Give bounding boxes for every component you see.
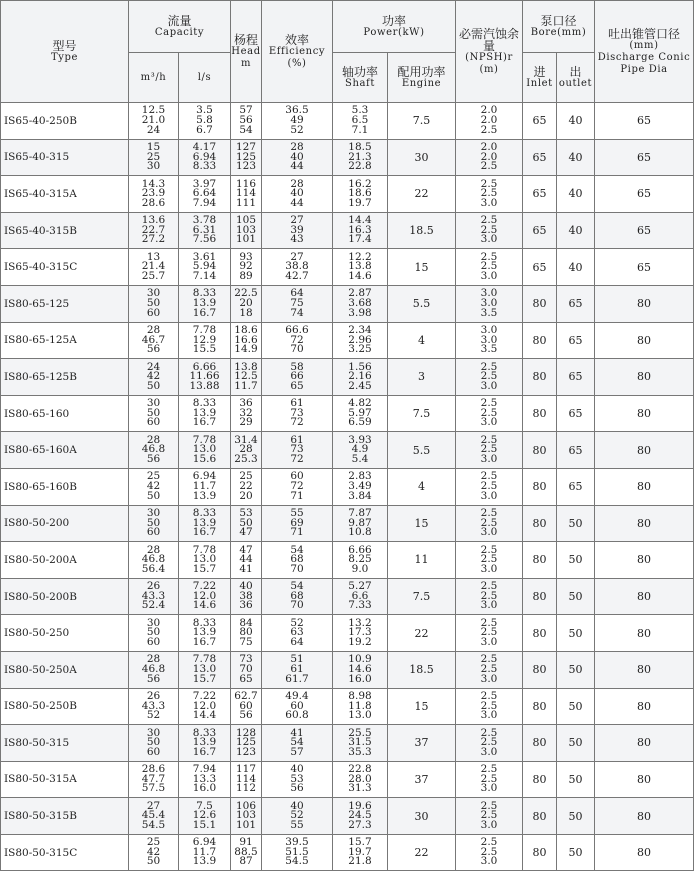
cell-discharge: 80 <box>595 798 694 835</box>
cell-capacity-m3h: 30 50 60 <box>129 505 179 542</box>
col-power: 功率 Power(kW) <box>333 1 456 53</box>
cell-outlet: 65 <box>557 359 595 396</box>
cell-engine-power: 22 <box>388 834 456 871</box>
cell-discharge: 80 <box>595 359 694 396</box>
cell-inlet: 80 <box>523 285 557 322</box>
cell-shaft-power: 2.87 3.68 3.98 <box>333 285 388 322</box>
cell-head: 53 50 47 <box>231 505 262 542</box>
cell-outlet: 50 <box>557 651 595 688</box>
cell-capacity-m3h: 25 42 50 <box>129 834 179 871</box>
cell-engine-power: 5.5 <box>388 432 456 469</box>
cell-head: 127 125 123 <box>231 139 262 176</box>
table-row <box>1 505 694 542</box>
cell-capacity-ls: 7.22 12.0 14.6 <box>179 578 231 615</box>
cell-npsh: 2.5 2.5 3.0 <box>456 212 523 249</box>
col-npsh: 必需汽蚀余量 (NPSH)r (m) <box>456 1 523 103</box>
cell-discharge: 65 <box>595 212 694 249</box>
cell-engine-power: 37 <box>388 725 456 762</box>
cell-efficiency: 41 54 57 <box>262 725 333 762</box>
cell-type: IS80-65-125 <box>1 285 129 322</box>
col-efficiency: 效率 Efficiency (%) <box>262 1 333 103</box>
table-row <box>1 322 694 359</box>
cell-shaft-power: 13.2 17.3 19.2 <box>333 615 388 652</box>
cell-efficiency: 51 61 61.7 <box>262 651 333 688</box>
cell-capacity-ls: 8.33 13.9 16.7 <box>179 395 231 432</box>
cell-shaft-power: 15.7 19.7 21.8 <box>333 834 388 871</box>
cell-head: 73 70 65 <box>231 651 262 688</box>
cell-inlet: 80 <box>523 615 557 652</box>
cell-capacity-m3h: 28 46.7 56 <box>129 322 179 359</box>
cell-type: IS80-50-315B <box>1 798 129 835</box>
cell-discharge: 80 <box>595 468 694 505</box>
cell-type: IS80-50-200B <box>1 578 129 615</box>
cell-type: IS80-50-315 <box>1 725 129 762</box>
cell-inlet: 65 <box>523 103 557 140</box>
cell-engine-power: 30 <box>388 139 456 176</box>
cell-shaft-power: 3.93 4.9 5.4 <box>333 432 388 469</box>
cell-discharge: 65 <box>595 176 694 213</box>
cell-shaft-power: 8.98 11.8 13.0 <box>333 688 388 725</box>
cell-efficiency: 40 53 56 <box>262 761 333 798</box>
table-row <box>1 432 694 469</box>
cell-npsh: 2.0 2.0 2.5 <box>456 103 523 140</box>
cell-discharge: 80 <box>595 285 694 322</box>
cell-efficiency: 27 38.8 42.7 <box>262 249 333 286</box>
table-body <box>1 103 694 871</box>
cell-capacity-m3h: 28.6 47.7 57.5 <box>129 761 179 798</box>
cell-type: IS65-40-250B <box>1 103 129 140</box>
cell-head: 106 103 101 <box>231 798 262 835</box>
cell-efficiency: 40 52 55 <box>262 798 333 835</box>
cell-outlet: 50 <box>557 725 595 762</box>
cell-type: IS80-50-250A <box>1 651 129 688</box>
cell-type: IS80-65-160A <box>1 432 129 469</box>
cell-efficiency: 60 72 71 <box>262 468 333 505</box>
cell-head: 40 38 36 <box>231 578 262 615</box>
cell-outlet: 50 <box>557 798 595 835</box>
cell-inlet: 80 <box>523 688 557 725</box>
cell-shaft-power: 10.9 14.6 16.0 <box>333 651 388 688</box>
cell-type: IS65-40-315A <box>1 176 129 213</box>
cell-outlet: 40 <box>557 176 595 213</box>
cell-type: IS80-50-250B <box>1 688 129 725</box>
cell-capacity-m3h: 27 45.4 54.5 <box>129 798 179 835</box>
table-row <box>1 688 694 725</box>
cell-npsh: 3.0 3.0 3.5 <box>456 285 523 322</box>
cell-capacity-m3h: 13.6 22.7 27.2 <box>129 212 179 249</box>
cell-discharge: 80 <box>595 578 694 615</box>
cell-type: IS80-50-315A <box>1 761 129 798</box>
cell-shaft-power: 14.4 16.3 17.4 <box>333 212 388 249</box>
table-row <box>1 578 694 615</box>
cell-efficiency: 61 73 72 <box>262 395 333 432</box>
cell-discharge: 80 <box>595 432 694 469</box>
cell-capacity-ls: 8.33 13.9 16.7 <box>179 615 231 652</box>
cell-outlet: 65 <box>557 322 595 359</box>
table-row <box>1 651 694 688</box>
cell-engine-power: 15 <box>388 249 456 286</box>
cell-capacity-ls: 4.17 6.94 8.33 <box>179 139 231 176</box>
cell-discharge: 80 <box>595 651 694 688</box>
cell-discharge: 65 <box>595 139 694 176</box>
table-row <box>1 468 694 505</box>
table-row <box>1 395 694 432</box>
cell-inlet: 80 <box>523 322 557 359</box>
cell-shaft-power: 5.3 6.5 7.1 <box>333 103 388 140</box>
col-type: 型号 Type <box>1 1 129 103</box>
cell-capacity-ls: 6.94 11.7 13.9 <box>179 468 231 505</box>
cell-head: 62.7 60 56 <box>231 688 262 725</box>
cell-shaft-power: 19.6 24.5 27.3 <box>333 798 388 835</box>
table-row <box>1 103 694 140</box>
cell-efficiency: 61 73 72 <box>262 432 333 469</box>
col-bore-outlet: 出 outlet <box>557 53 595 103</box>
cell-outlet: 40 <box>557 139 595 176</box>
cell-type: IS65-40-315B <box>1 212 129 249</box>
cell-capacity-m3h: 30 50 60 <box>129 285 179 322</box>
cell-efficiency: 58 66 65 <box>262 359 333 396</box>
cell-inlet: 80 <box>523 359 557 396</box>
cell-engine-power: 7.5 <box>388 103 456 140</box>
cell-capacity-ls: 6.66 11.66 13.88 <box>179 359 231 396</box>
cell-npsh: 2.5 2.5 3.0 <box>456 432 523 469</box>
cell-shaft-power: 12.2 13.8 14.6 <box>333 249 388 286</box>
cell-head: 117 114 112 <box>231 761 262 798</box>
cell-head: 105 103 101 <box>231 212 262 249</box>
cell-efficiency: 36.5 49 52 <box>262 103 333 140</box>
cell-shaft-power: 7.87 9.87 10.8 <box>333 505 388 542</box>
cell-discharge: 80 <box>595 542 694 579</box>
cell-discharge: 65 <box>595 249 694 286</box>
cell-discharge: 65 <box>595 103 694 140</box>
cell-outlet: 65 <box>557 468 595 505</box>
cell-capacity-ls: 7.78 12.9 15.5 <box>179 322 231 359</box>
cell-inlet: 80 <box>523 651 557 688</box>
cell-outlet: 40 <box>557 212 595 249</box>
cell-shaft-power: 4.82 5.97 6.59 <box>333 395 388 432</box>
cell-capacity-m3h: 28 46.8 56 <box>129 432 179 469</box>
cell-shaft-power: 25.5 31.5 35.3 <box>333 725 388 762</box>
cell-outlet: 50 <box>557 615 595 652</box>
cell-engine-power: 15 <box>388 688 456 725</box>
cell-head: 31.4 28 25.3 <box>231 432 262 469</box>
cell-engine-power: 18.5 <box>388 651 456 688</box>
cell-capacity-m3h: 24 42 50 <box>129 359 179 396</box>
cell-capacity-m3h: 25 42 50 <box>129 468 179 505</box>
cell-shaft-power: 5.27 6.6 7.33 <box>333 578 388 615</box>
cell-inlet: 80 <box>523 578 557 615</box>
cell-inlet: 80 <box>523 468 557 505</box>
cell-engine-power: 18.5 <box>388 212 456 249</box>
cell-npsh: 2.0 2.0 2.5 <box>456 139 523 176</box>
cell-npsh: 2.5 2.5 3.0 <box>456 542 523 579</box>
cell-efficiency: 55 69 71 <box>262 505 333 542</box>
cell-discharge: 80 <box>595 834 694 871</box>
cell-discharge: 80 <box>595 322 694 359</box>
cell-outlet: 65 <box>557 432 595 469</box>
cell-capacity-ls: 8.33 13.9 16.7 <box>179 285 231 322</box>
cell-type: IS80-65-160B <box>1 468 129 505</box>
cell-npsh: 2.5 2.5 3.0 <box>456 761 523 798</box>
cell-outlet: 65 <box>557 395 595 432</box>
cell-shaft-power: 2.83 3.49 3.84 <box>333 468 388 505</box>
cell-head: 91 88.5 87 <box>231 834 262 871</box>
col-power-engine: 配用功率 Engine <box>388 53 456 103</box>
cell-engine-power: 7.5 <box>388 395 456 432</box>
cell-outlet: 50 <box>557 688 595 725</box>
cell-inlet: 80 <box>523 432 557 469</box>
cell-capacity-m3h: 30 50 60 <box>129 615 179 652</box>
table-row <box>1 615 694 652</box>
cell-engine-power: 7.5 <box>388 578 456 615</box>
cell-outlet: 65 <box>557 285 595 322</box>
cell-inlet: 65 <box>523 249 557 286</box>
cell-capacity-ls: 7.78 13.0 15.7 <box>179 651 231 688</box>
cell-type: IS80-65-125B <box>1 359 129 396</box>
col-capacity-m3h: m³/h <box>129 53 179 103</box>
table-row <box>1 359 694 396</box>
cell-efficiency: 52 63 64 <box>262 615 333 652</box>
cell-type: IS65-40-315 <box>1 139 129 176</box>
cell-capacity-ls: 7.78 13.0 15.6 <box>179 432 231 469</box>
cell-capacity-ls: 6.94 11.7 13.9 <box>179 834 231 871</box>
cell-type: IS80-65-125A <box>1 322 129 359</box>
cell-capacity-ls: 7.78 13.0 15.7 <box>179 542 231 579</box>
cell-efficiency: 54 68 70 <box>262 578 333 615</box>
cell-npsh: 2.5 2.5 3.0 <box>456 651 523 688</box>
cell-head: 57 56 54 <box>231 103 262 140</box>
cell-efficiency: 49.4 60 60.8 <box>262 688 333 725</box>
cell-engine-power: 11 <box>388 542 456 579</box>
cell-discharge: 80 <box>595 615 694 652</box>
col-discharge: 吐出锥管口径 (mm) Discharge Conic Pipe Dia <box>595 1 694 103</box>
cell-capacity-ls: 7.94 13.3 16.0 <box>179 761 231 798</box>
cell-capacity-m3h: 15 25 30 <box>129 139 179 176</box>
cell-npsh: 2.5 2.5 3.0 <box>456 798 523 835</box>
cell-inlet: 80 <box>523 761 557 798</box>
cell-capacity-m3h: 13 21.4 25.7 <box>129 249 179 286</box>
col-bore-inlet: 进 Inlet <box>523 53 557 103</box>
cell-engine-power: 15 <box>388 505 456 542</box>
cell-npsh: 2.5 2.5 3.0 <box>456 468 523 505</box>
col-capacity-ls: l/s <box>179 53 231 103</box>
cell-efficiency: 28 40 44 <box>262 176 333 213</box>
cell-capacity-ls: 3.97 6.64 7.94 <box>179 176 231 213</box>
cell-outlet: 40 <box>557 103 595 140</box>
cell-head: 116 114 111 <box>231 176 262 213</box>
cell-capacity-ls: 8.33 13.9 16.7 <box>179 725 231 762</box>
cell-head: 22.5 20 18 <box>231 285 262 322</box>
cell-head: 25 22 20 <box>231 468 262 505</box>
cell-capacity-ls: 3.5 5.8 6.7 <box>179 103 231 140</box>
cell-head: 128 125 123 <box>231 725 262 762</box>
cell-inlet: 80 <box>523 834 557 871</box>
cell-type: IS80-50-200 <box>1 505 129 542</box>
cell-head: 84 80 75 <box>231 615 262 652</box>
cell-npsh: 3.0 3.0 3.5 <box>456 322 523 359</box>
cell-outlet: 50 <box>557 505 595 542</box>
cell-engine-power: 30 <box>388 798 456 835</box>
table-row <box>1 542 694 579</box>
cell-npsh: 2.5 2.5 3.0 <box>456 615 523 652</box>
cell-capacity-m3h: 28 46.8 56 <box>129 651 179 688</box>
cell-efficiency: 39.5 51.5 54.5 <box>262 834 333 871</box>
cell-efficiency: 54 68 70 <box>262 542 333 579</box>
cell-inlet: 65 <box>523 212 557 249</box>
cell-inlet: 80 <box>523 798 557 835</box>
cell-discharge: 80 <box>595 725 694 762</box>
cell-discharge: 80 <box>595 505 694 542</box>
cell-capacity-ls: 7.5 12.6 15.1 <box>179 798 231 835</box>
col-power-shaft: 轴功率 Shaft <box>333 53 388 103</box>
cell-inlet: 80 <box>523 395 557 432</box>
col-bore: 泵口径 Bore(mm) <box>523 1 595 53</box>
table-row <box>1 139 694 176</box>
cell-type: IS80-65-160 <box>1 395 129 432</box>
cell-type: IS65-40-315C <box>1 249 129 286</box>
cell-head: 93 92 89 <box>231 249 262 286</box>
cell-type: IS80-50-200A <box>1 542 129 579</box>
cell-npsh: 2.5 2.5 3.0 <box>456 505 523 542</box>
cell-capacity-m3h: 26 43.3 52.4 <box>129 578 179 615</box>
cell-efficiency: 27 39 43 <box>262 212 333 249</box>
col-head: 杨程 Head m <box>231 1 262 103</box>
cell-type: IS80-50-250 <box>1 615 129 652</box>
cell-npsh: 2.5 2.5 3.0 <box>456 725 523 762</box>
cell-engine-power: 37 <box>388 761 456 798</box>
table-row <box>1 176 694 213</box>
cell-shaft-power: 16.2 18.6 19.7 <box>333 176 388 213</box>
cell-engine-power: 22 <box>388 176 456 213</box>
cell-inlet: 80 <box>523 542 557 579</box>
cell-capacity-ls: 3.78 6.31 7.56 <box>179 212 231 249</box>
cell-inlet: 80 <box>523 505 557 542</box>
cell-discharge: 80 <box>595 395 694 432</box>
cell-shaft-power: 2.34 2.96 3.25 <box>333 322 388 359</box>
cell-inlet: 65 <box>523 139 557 176</box>
table-row <box>1 834 694 871</box>
cell-shaft-power: 1.56 2.16 2.45 <box>333 359 388 396</box>
cell-inlet: 65 <box>523 176 557 213</box>
cell-capacity-ls: 7.22 12.0 14.4 <box>179 688 231 725</box>
cell-efficiency: 66.6 72 70 <box>262 322 333 359</box>
cell-engine-power: 4 <box>388 322 456 359</box>
cell-engine-power: 4 <box>388 468 456 505</box>
cell-inlet: 80 <box>523 725 557 762</box>
table-row <box>1 212 694 249</box>
cell-outlet: 50 <box>557 578 595 615</box>
cell-capacity-m3h: 30 50 60 <box>129 725 179 762</box>
cell-shaft-power: 22.8 28.0 31.3 <box>333 761 388 798</box>
cell-engine-power: 22 <box>388 615 456 652</box>
cell-head: 36 32 29 <box>231 395 262 432</box>
cell-capacity-m3h: 28 46.8 56.4 <box>129 542 179 579</box>
cell-npsh: 2.5 2.5 3.0 <box>456 688 523 725</box>
table-row <box>1 725 694 762</box>
table-row <box>1 285 694 322</box>
cell-npsh: 2.5 2.5 3.0 <box>456 578 523 615</box>
cell-outlet: 50 <box>557 761 595 798</box>
cell-capacity-m3h: 30 50 60 <box>129 395 179 432</box>
cell-capacity-ls: 8.33 13.9 16.7 <box>179 505 231 542</box>
cell-engine-power: 3 <box>388 359 456 396</box>
cell-type: IS80-50-315C <box>1 834 129 871</box>
cell-capacity-m3h: 12.5 21.0 24 <box>129 103 179 140</box>
cell-capacity-m3h: 26 43.3 52 <box>129 688 179 725</box>
cell-npsh: 2.5 2.5 3.0 <box>456 359 523 396</box>
table-row <box>1 249 694 286</box>
cell-efficiency: 64 75 74 <box>262 285 333 322</box>
cell-discharge: 80 <box>595 761 694 798</box>
cell-head: 13.8 12.5 11.7 <box>231 359 262 396</box>
cell-head: 18.6 16.6 14.9 <box>231 322 262 359</box>
col-capacity: 流量 Capacity <box>129 1 231 53</box>
cell-discharge: 80 <box>595 688 694 725</box>
cell-shaft-power: 6.66 8.25 9.0 <box>333 542 388 579</box>
cell-npsh: 2.5 2.5 3.0 <box>456 249 523 286</box>
table-row <box>1 761 694 798</box>
cell-npsh: 2.5 2.5 3.0 <box>456 395 523 432</box>
cell-outlet: 50 <box>557 542 595 579</box>
cell-head: 47 44 41 <box>231 542 262 579</box>
cell-engine-power: 5.5 <box>388 285 456 322</box>
cell-capacity-m3h: 14.3 23.9 28.6 <box>129 176 179 213</box>
cell-capacity-ls: 3.61 5.94 7.14 <box>179 249 231 286</box>
cell-npsh: 2.5 2.5 3.0 <box>456 176 523 213</box>
cell-efficiency: 28 40 44 <box>262 139 333 176</box>
cell-shaft-power: 18.5 21.3 22.8 <box>333 139 388 176</box>
cell-npsh: 2.5 2.5 3.0 <box>456 834 523 871</box>
cell-outlet: 40 <box>557 249 595 286</box>
cell-outlet: 50 <box>557 834 595 871</box>
table-row <box>1 798 694 835</box>
